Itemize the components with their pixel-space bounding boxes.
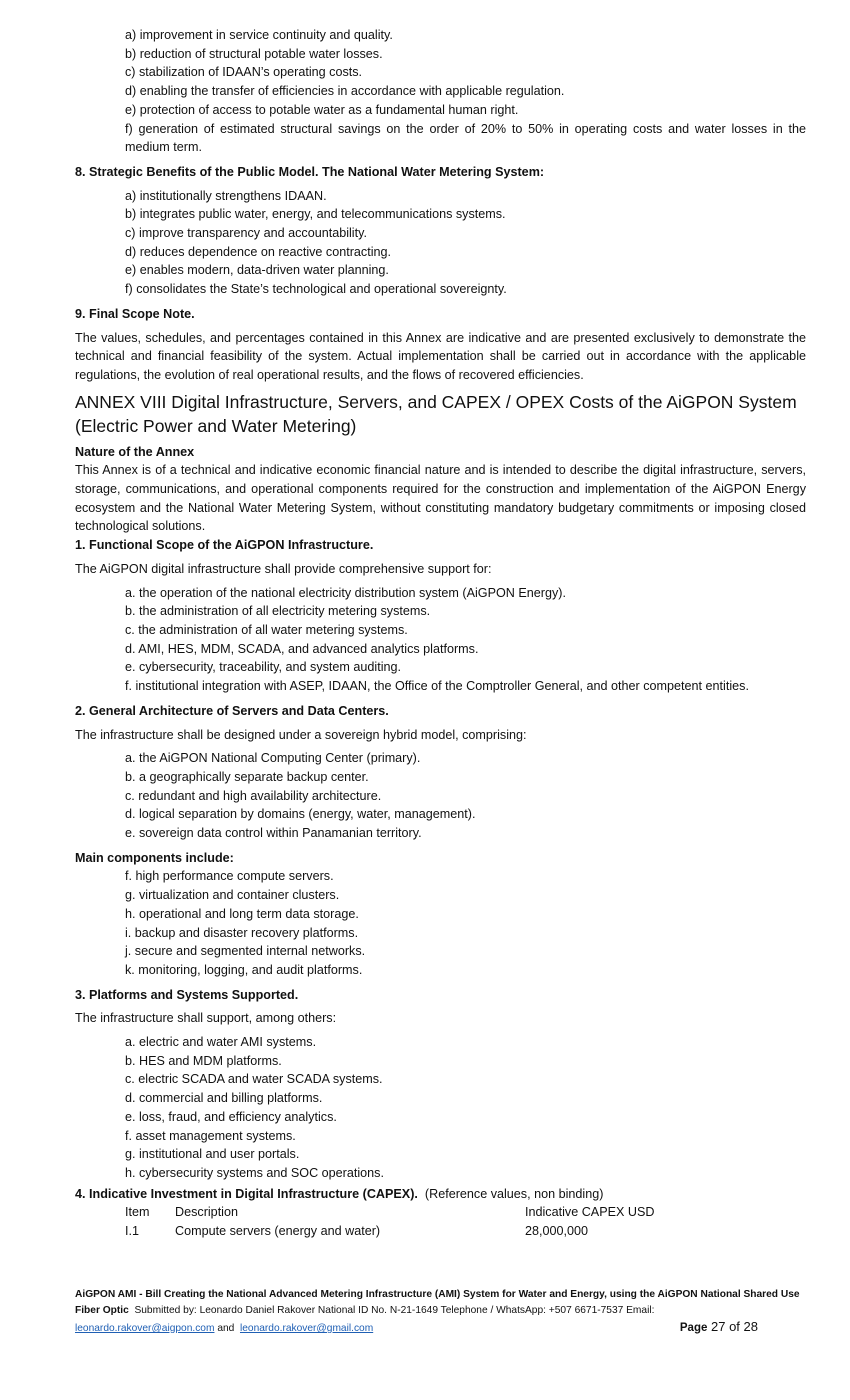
s3-heading: 3. Platforms and Systems Supported.	[75, 987, 299, 1002]
s4-note: (Reference values, non binding)	[424, 1186, 604, 1201]
section7-list	[75, 26, 806, 157]
s2-intro: The infrastructure shall be designed under a sovereign hybrid model, comprising:	[75, 727, 527, 742]
table-row	[75, 1222, 806, 1241]
email-link-gmail[interactable]: leonardo.rakover@gmail.com	[239, 1323, 374, 1334]
s3-list	[75, 1033, 806, 1183]
list-item: c) stabilization of IDAAN’s operating costs.	[125, 65, 363, 80]
list-item: f. high performance compute servers.	[125, 869, 334, 884]
section9-heading: 9. Final Scope Note.	[75, 306, 195, 321]
footer-bill-title: AiGPON AMI - Bill Creating the National Advanced Metering Infrastructure (AMI) System for Water and Energy, using the AiGPON National Shared Use Fiber Optic	[75, 1289, 800, 1316]
list-item: d. AMI, HES, MDM, SCADA, and advanced analytics platforms.	[125, 641, 479, 656]
column-header-capex: Indicative CAPEX USD	[525, 1205, 655, 1220]
s4-heading-line	[75, 1185, 806, 1204]
list-item: g. virtualization and container clusters.	[125, 888, 340, 903]
column-header-item: Item	[125, 1205, 150, 1220]
column-header-description: Description	[175, 1205, 238, 1220]
list-item: b. HES and MDM platforms.	[125, 1053, 282, 1068]
annex-title: ANNEX VIII Digital Infrastructure, Servers, and CAPEX / OPEX Costs of the AiGPON System (Electric Power and Water Metering)	[75, 391, 797, 436]
list-item: a. the AiGPON National Computing Center (primary).	[125, 751, 421, 766]
list-item: d) reduces dependence on reactive contracting.	[125, 244, 392, 259]
list-item: e. cybersecurity, traceability, and system auditing.	[125, 660, 402, 675]
list-item: c. the administration of all water metering systems.	[125, 622, 408, 637]
s2-list	[75, 749, 806, 843]
list-item: e) enables modern, data-driven water planning.	[125, 263, 389, 278]
cell-description: Compute servers (energy and water)	[175, 1224, 381, 1239]
page-count: 27 of 28	[711, 1319, 758, 1334]
page-number	[680, 1319, 758, 1336]
nature-heading: Nature of the Annex	[75, 444, 195, 459]
list-item: c. electric SCADA and water SCADA systems.	[125, 1072, 383, 1087]
list-item: i. backup and disaster recovery platforms.	[125, 925, 359, 940]
list-item: a) improvement in service continuity and quality.	[125, 28, 393, 42]
list-item: b. the administration of all electricity metering systems.	[125, 604, 431, 619]
cell-capex: 28,000,000	[525, 1224, 589, 1239]
s1-intro: The AiGPON digital infrastructure shall provide comprehensive support for:	[75, 561, 492, 576]
list-item: d. commercial and billing platforms.	[125, 1091, 323, 1106]
list-item: c) improve transparency and accountability.	[125, 226, 367, 241]
footer-and: and	[217, 1323, 235, 1334]
list-item: j. secure and segmented internal networks.	[125, 944, 366, 959]
list-item: a. the operation of the national electricity distribution system (AiGPON Energy).	[125, 585, 566, 600]
list-item: a. electric and water AMI systems.	[125, 1035, 317, 1050]
list-item: b) reduction of structural potable water losses.	[125, 46, 383, 61]
list-item: b. a geographically separate backup center.	[125, 769, 369, 784]
section9-text: The values, schedules, and percentages contained in this Annex are indicative and are presented exclusively to demonstrate the technical and financial feasibility of the system. Actual implementation shall be carried out in accordance with the applicable regulations, the evolution of real operational results, and the flows of recovered efficiencies.	[75, 330, 806, 382]
list-item: h. cybersecurity systems and SOC operations.	[125, 1165, 384, 1180]
list-item: d. logical separation by domains (energy, water, management).	[125, 807, 476, 822]
list-item: b) integrates public water, energy, and telecommunications systems.	[125, 207, 506, 222]
list-item: f. institutional integration with ASEP, IDAAN, the Office of the Comptroller General, and other competent entities.	[125, 679, 749, 694]
s3-intro: The infrastructure shall support, among others:	[75, 1011, 337, 1026]
list-item: f) consolidates the State’s technological and operational sovereignty.	[125, 282, 507, 297]
list-item: e. sovereign data control within Panamanian territory.	[125, 826, 422, 841]
list-item: h. operational and long term data storage.	[125, 906, 359, 921]
footer-submitted: Submitted by: Leonardo Daniel Rakover National ID No. N-21-1649 Telephone / WhatsApp: +507 6671-7537 Email:	[134, 1305, 655, 1316]
nature-text: This Annex is of a technical and indicative economic financial nature and is intended to describe the digital infrastructure, servers, storage, communications, and operational components required for the construction and implementation of the AiGPON Energy ecosystem and the National Water Metering System, without constituting mandatory budgetary commitments or imposing closed technological solutions.	[75, 463, 806, 534]
s4-heading: 4. Indicative Investment in Digital Infrastructure (CAPEX).	[75, 1186, 418, 1201]
footer-text	[75, 1287, 806, 1319]
list-item: d) enabling the transfer of efficiencies in accordance with applicable regulation.	[125, 84, 565, 99]
page-label: Page	[679, 1322, 708, 1334]
list-item: k. monitoring, logging, and audit platforms.	[125, 962, 363, 977]
email-link-aigpon[interactable]: leonardo.rakover@aigpon.com	[75, 1323, 215, 1334]
document-page	[75, 26, 806, 1241]
components-heading: Main components include:	[75, 850, 234, 865]
section8-heading: 8. Strategic Benefits of the Public Model. The National Water Metering System:	[75, 164, 545, 179]
s2-heading: 2. General Architecture of Servers and Data Centers.	[75, 703, 389, 718]
list-item: f. asset management systems.	[125, 1128, 296, 1143]
list-item: c. redundant and high availability architecture.	[125, 788, 382, 803]
capex-table-header	[75, 1203, 806, 1222]
page-footer	[75, 1287, 806, 1337]
components-list	[75, 867, 806, 979]
list-item: e. loss, fraud, and efficiency analytics.	[125, 1109, 337, 1124]
list-item: e) protection of access to potable water as a fundamental human right.	[125, 102, 519, 117]
list-item: f) generation of estimated structural savings on the order of 20% to 50% in operating costs and water losses in the medium term.	[125, 121, 806, 155]
capex-table	[75, 1203, 806, 1240]
s1-list	[75, 584, 806, 696]
s1-heading: 1. Functional Scope of the AiGPON Infrastructure.	[75, 538, 374, 553]
section8-list	[75, 187, 806, 299]
cell-item: I.1	[125, 1224, 140, 1239]
list-item: a) institutionally strengthens IDAAN.	[125, 188, 327, 203]
list-item: g. institutional and user portals.	[125, 1147, 300, 1162]
